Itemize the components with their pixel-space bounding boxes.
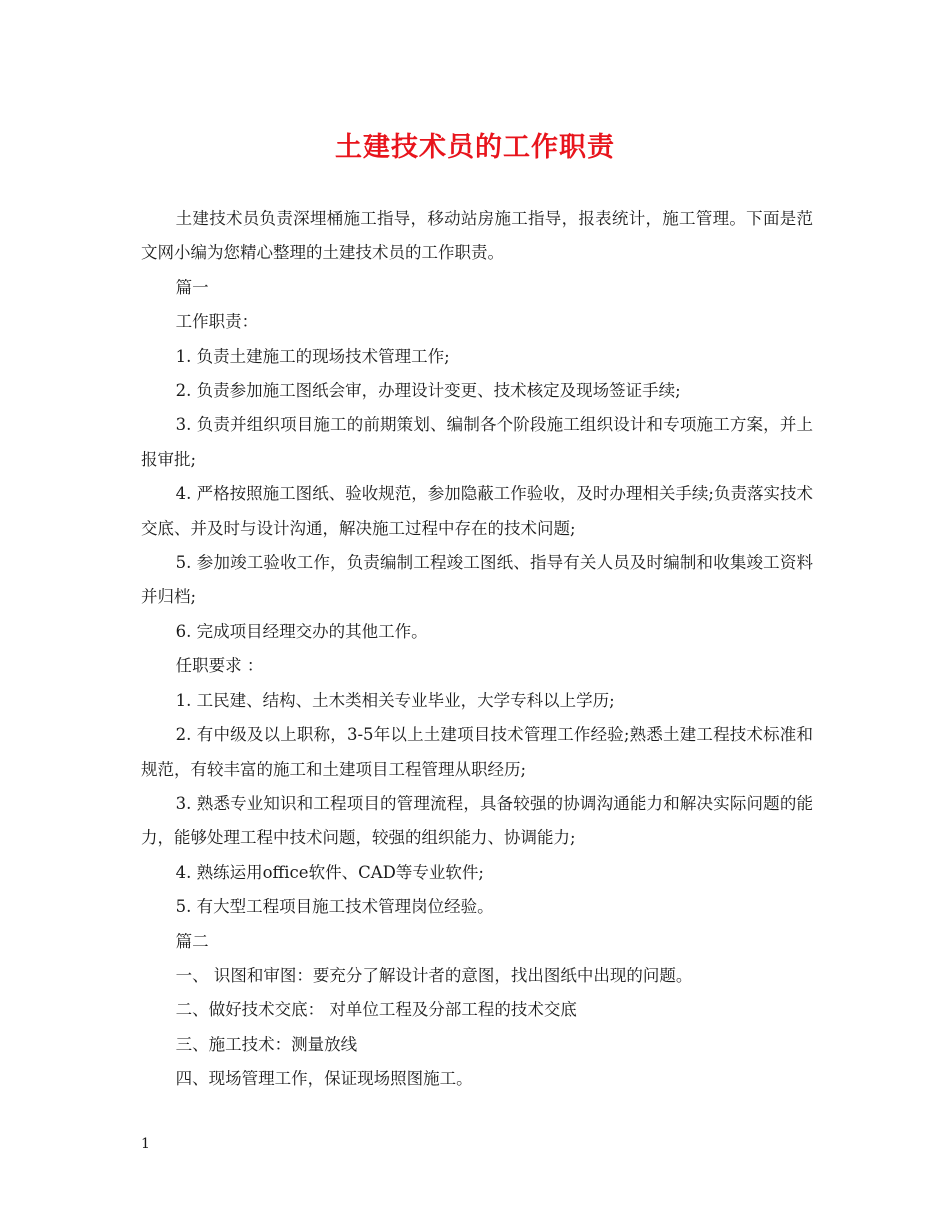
requirement-item: 2. 有中级及以上职称，3-5年以上土建项目技术管理工作经验;熟悉土建工程技术标准和规范，有较丰富的施工和土建项目工程管理从职经历; bbox=[141, 725, 813, 779]
duty-item: 1. 负责土建施工的现场技术管理工作; bbox=[175, 346, 450, 366]
subheading-job-duties: 工作职责： bbox=[175, 312, 259, 332]
task-item: 三、施工技术：测量放线 bbox=[175, 1034, 358, 1054]
section-heading-part-two: 篇二 bbox=[175, 931, 209, 951]
requirement-item: 3. 熟悉专业知识和工程项目的管理流程，具备较强的协调沟通能力和解决实际问题的能力，能够处理工程中技术问题，较强的组织能力、协调能力; bbox=[141, 793, 813, 848]
task-item: 四、现场管理工作，保证现场照图施工。 bbox=[175, 1069, 473, 1089]
duty-item: 5. 参加竣工验收工作，负责编制工程竣工图纸、指导有关人员及时编制和收集竣工资料并归档; bbox=[141, 553, 813, 607]
requirement-item: 4. 熟练运用office软件、CAD等专业软件; bbox=[175, 862, 484, 882]
duty-item: 4. 严格按照施工图纸、验收规范，参加隐蔽工作验收，及时办理相关手续;负责落实技术交底、并及时与设计沟通，解决施工过程中存在的技术问题; bbox=[141, 484, 813, 538]
document-body bbox=[141, 202, 813, 1097]
task-item: 一、 识图和审图：要充分了解设计者的意图，找出图纸中出现的问题。 bbox=[175, 965, 693, 985]
duty-item: 3. 负责并组织项目施工的前期策划、编制各个阶段施工组织设计和专项施工方案，并上报审批; bbox=[141, 415, 813, 469]
intro-paragraph: 土建技术员负责深埋桶施工指导，移动站房施工指导，报表统计，施工管理。下面是范文网小编为您精心整理的土建技术员的工作职责。 bbox=[141, 209, 813, 263]
requirement-item: 1. 工民建、结构、土木类相关专业毕业，大学专科以上学历; bbox=[175, 690, 615, 710]
duty-item: 2. 负责参加施工图纸会审，办理设计变更、技术核定及现场签证手续; bbox=[175, 381, 681, 401]
task-item: 二、做好技术交底： 对单位工程及分部工程的技术交底 bbox=[175, 1000, 577, 1020]
section-heading-part-one: 篇一 bbox=[175, 277, 209, 297]
duty-item: 6. 完成项目经理交办的其他工作。 bbox=[175, 621, 428, 641]
subheading-requirements: 任职要求 ： bbox=[175, 656, 264, 676]
document-title: 土建技术员的工作职责 bbox=[335, 132, 615, 163]
page-number: 1 bbox=[141, 1136, 150, 1152]
requirement-item: 5. 有大型工程项目施工技术管理岗位经验。 bbox=[175, 897, 494, 917]
